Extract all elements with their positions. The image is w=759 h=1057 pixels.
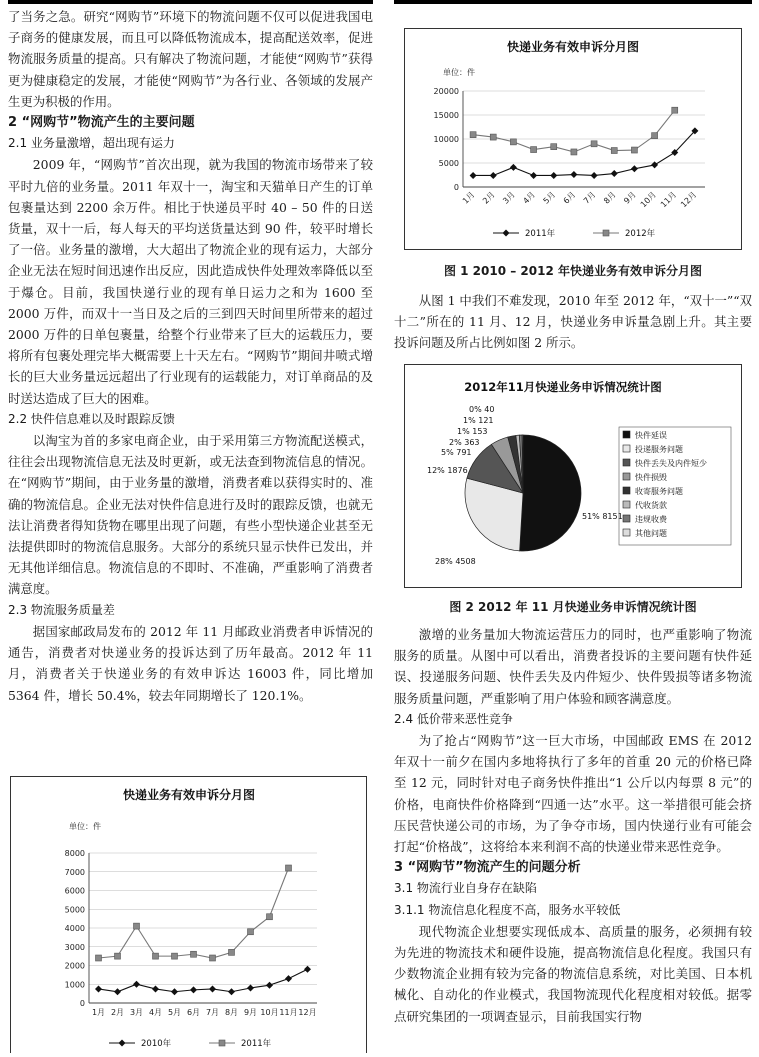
y-tick-label: 0 bbox=[453, 183, 459, 192]
slice-label: 51% 8151 bbox=[582, 512, 623, 521]
data-point bbox=[134, 923, 140, 929]
data-point bbox=[304, 966, 311, 973]
unit-label: 单位：件 bbox=[69, 822, 101, 831]
x-tick-label: 6月 bbox=[561, 190, 578, 206]
chart-title: 快递业务有效申诉分月图 bbox=[506, 40, 640, 54]
legend-label: 违规收费 bbox=[635, 515, 667, 524]
data-point bbox=[631, 165, 638, 172]
series-line bbox=[473, 131, 695, 176]
chart-fig-a bbox=[405, 29, 741, 249]
after-figure-2-paragraph: 激增的业务量加大物流运营压力的同时，也严重影响了物流服务的质量。从图中可以看出，消费者投诉的主要问题有快件延误、投递服务问题、快件丢失及内件短少、快件毁损等诸多物流服务质量问题，严重影响了用户体验和顾客满意度。 bbox=[394, 627, 752, 706]
section-3-heading: 3 “网购节”物流产生的问题分析 bbox=[394, 860, 581, 876]
data-point bbox=[133, 981, 140, 988]
legend-marker bbox=[503, 230, 510, 237]
legend-label: 2011年 bbox=[241, 1039, 272, 1049]
data-point bbox=[266, 982, 273, 989]
data-point bbox=[551, 144, 557, 150]
section-2-4-paragraph: 为了抢占“网购节”这一巨大市场，中国邮政 EMS 在 2012 年双十一前夕在国内多地将执行了多年的首重 20 元的价格已降至 12 元，同时针对电子商务快件推出“1 公斤以内每票 8 元”的价格，电商快件价格降到“四通一达”水平。这一举措很可能会挤压民营快递公司的市场，为了争夺市场，国内快递行业有可能会打起“价格战”，这将给本来利润不高的快递业带来恶性竞争。 bbox=[394, 733, 752, 855]
figure-1-caption: 图 1 2010 – 2012 年快递业务有效申诉分月图 bbox=[443, 264, 703, 278]
slice-label: 1% 153 bbox=[457, 427, 488, 436]
x-tick-label: 1月 bbox=[91, 1008, 106, 1017]
section-2-3-heading: 2.3 物流服务质量差 bbox=[8, 602, 115, 617]
data-point bbox=[531, 147, 537, 153]
legend-swatch bbox=[623, 529, 630, 536]
legend-label: 快件延误 bbox=[635, 431, 667, 440]
chart-title: 2012年11月快递业务申诉情况统计图 bbox=[464, 380, 662, 394]
data-point bbox=[210, 955, 216, 961]
x-tick-label: 7月 bbox=[581, 190, 598, 206]
unit-label: 单位：件 bbox=[443, 68, 475, 77]
figure-1-box bbox=[404, 28, 742, 250]
section-2-2-paragraph: 以淘宝为首的多家电商企业，由于采用第三方物流配送模式，往往会出现物流信息无法及时更新，或无法查到物流信息的情况。在“网购节”期间，由于业务量的激增，消费者难以获得实时的、准确的物流信息。企业无法对快件信息进行及时的跟踪反馈，也就无法让消费者得知货物在哪里出现了问题，有些小型快递企业甚至无法提供即时的物流信息服务。大部分的系统只显示快件已发出，并无其他详细信息。物流信息的不即时、不准确，严重影响了消费者满意度。 bbox=[8, 433, 373, 597]
data-point bbox=[652, 133, 658, 139]
legend-swatch bbox=[623, 431, 630, 438]
legend-swatch bbox=[623, 487, 630, 494]
figure-2-box bbox=[404, 364, 742, 588]
legend-label: 收寄服务问题 bbox=[635, 487, 683, 496]
data-point bbox=[286, 865, 292, 871]
figure-2-caption: 图 2 2012 年 11 月快递业务申诉情况统计图 bbox=[449, 600, 697, 614]
x-tick-label: 10月 bbox=[260, 1008, 279, 1017]
data-point bbox=[631, 147, 637, 153]
series-1 bbox=[470, 107, 678, 155]
data-point bbox=[672, 107, 678, 113]
chart-fig-c bbox=[11, 777, 366, 1053]
data-point bbox=[611, 148, 617, 154]
legend-swatch bbox=[623, 459, 630, 466]
data-point bbox=[651, 161, 658, 168]
slice-label: 5% 791 bbox=[441, 448, 472, 457]
x-tick-label: 5月 bbox=[541, 190, 558, 206]
x-tick-label: 2月 bbox=[481, 190, 497, 206]
section-2-1-heading: 2.1 业务量激增，超出现有运力 bbox=[8, 136, 175, 151]
data-point bbox=[153, 953, 159, 959]
x-tick-label: 4月 bbox=[148, 1008, 163, 1017]
intro-paragraph: 了当务之急。研究“网购节”环境下的物流问题不仅可以促进我国电子商务的健康发展，而且可以降低物流成本，提高配送效率，促进物流服务质量的提高。只有解决了物流问题，才能使“网购节”获得更为健康稳定的发展，才能使“网购节”为各行业、各领域的发展产生更为积极的作用。 bbox=[8, 9, 373, 109]
slice-label: 0% 40 bbox=[469, 405, 495, 414]
data-point bbox=[490, 172, 497, 179]
data-point bbox=[229, 949, 235, 955]
data-point bbox=[611, 170, 618, 177]
legend-marker bbox=[219, 1040, 225, 1046]
legend-label: 投递服务问题 bbox=[635, 445, 683, 454]
data-point bbox=[591, 141, 597, 147]
slice-label: 12% 1876 bbox=[427, 466, 468, 475]
section-2-2-heading: 2.2 快件信息难以及时跟踪反馈 bbox=[8, 411, 175, 426]
legend-label: 2010年 bbox=[141, 1039, 172, 1049]
series-0 bbox=[470, 127, 699, 179]
series-line bbox=[473, 110, 675, 152]
data-point bbox=[209, 985, 216, 992]
legend-marker bbox=[603, 230, 609, 236]
slice-label: 28% 4508 bbox=[435, 557, 476, 566]
x-tick-label: 3月 bbox=[129, 1008, 144, 1017]
data-point bbox=[470, 172, 477, 179]
section-2-4-heading: 2.4 低价带来恶性竞争 bbox=[394, 711, 513, 726]
chart-title: 快递业务有效申诉分月图 bbox=[122, 788, 256, 802]
x-tick-label: 3月 bbox=[501, 190, 517, 206]
header-rule-right bbox=[394, 0, 752, 4]
chart-fig-b bbox=[405, 365, 741, 587]
section-3-1-1-heading: 3.1.1 物流信息化程度不高，服务水平较低 bbox=[394, 902, 621, 917]
data-point bbox=[571, 149, 577, 155]
legend-label: 代收货款 bbox=[635, 501, 667, 510]
data-point bbox=[96, 955, 102, 961]
pie-slice bbox=[520, 435, 581, 551]
y-tick-label: 8000 bbox=[64, 849, 85, 858]
x-tick-label: 8月 bbox=[224, 1008, 239, 1017]
data-point bbox=[190, 986, 197, 993]
y-tick-label: 6000 bbox=[64, 886, 85, 896]
data-point bbox=[152, 985, 159, 992]
y-tick-label: 10000 bbox=[433, 135, 459, 144]
slice-label: 2% 363 bbox=[449, 438, 480, 447]
y-tick-label: 5000 bbox=[438, 159, 459, 168]
x-tick-label: 7月 bbox=[205, 1008, 220, 1017]
data-point bbox=[470, 132, 476, 138]
figure-monthly-complaints-2010-2011 bbox=[10, 776, 367, 1053]
x-tick-label: 12月 bbox=[298, 1008, 317, 1017]
data-point bbox=[172, 953, 178, 959]
data-point bbox=[285, 975, 292, 982]
x-tick-label: 8月 bbox=[602, 190, 618, 206]
data-point bbox=[591, 172, 598, 179]
data-point bbox=[228, 988, 235, 995]
legend-label: 其他问题 bbox=[635, 529, 667, 538]
x-tick-label: 11月 bbox=[658, 190, 679, 210]
legend-label: 2011年 bbox=[525, 229, 556, 239]
x-tick-label: 6月 bbox=[186, 1008, 201, 1017]
data-point bbox=[490, 134, 496, 140]
after-figure-1-paragraph: 从图 1 中我们不难发现，2010 年至 2012 年，“双十一”“双十二”所在的 11 月、12 月，快递业务申诉量急剧上升。其主要投诉问题及所占比例如图 2 所示。 bbox=[394, 293, 752, 351]
legend-swatch bbox=[623, 473, 630, 480]
x-tick-label: 2月 bbox=[110, 1008, 125, 1017]
x-tick-label: 5月 bbox=[167, 1008, 182, 1017]
x-tick-label: 4月 bbox=[521, 190, 537, 206]
section-3-1-heading: 3.1 物流行业自身存在缺陷 bbox=[394, 881, 537, 896]
section-2-heading: 2 “网购节”物流产生的主要问题 bbox=[8, 115, 195, 131]
x-tick-label: 9月 bbox=[622, 190, 638, 206]
legend-label: 2012年 bbox=[625, 229, 656, 239]
section-2-3-paragraph: 据国家邮政局发布的 2012 年 11 月邮政业消费者申诉情况的通告，消费者对快递业务的投诉达到了历年最高。2012 年 11 月，消费者关于快递业务的有效申诉达 16003 件，同比增加 5364 件，增长 50.4%，较去年同期增长了 120.1%。 bbox=[8, 623, 373, 703]
y-tick-label: 1000 bbox=[64, 980, 85, 990]
section-2-1-paragraph: 2009 年，“网购节”首次出现，就为我国的物流市场带来了较平时九倍的业务量。2011 年双十一，淘宝和天猫单日产生的订单包裹量达到 2200 余万件。相比于快递员平时 40 – 50 件的日送货量，双十一后，每人每天的平均送货量达到 90 件，较平时增长了一倍。业务量的激增，大大超出了物流企业的现有运力，大部分企业无法在短时间迅速作出反应，因此造成快件处理效率降低以至于爆仓。目前，我国快递行业的现有单日运力之和为 1600 至 2000 万件，而双十一当日及之后的三到四天时间里所带来的超过 2000 万件的日单包裹量，给整个行业带来了巨大的运载压力，要将所有包裹处理完毕大概需要上十天左右。“网购节”期间井喷式增长的巨大业务量远远超出了行业现有的运载能力，对订单商品的及时送达造成了巨大的困难。 bbox=[8, 157, 373, 406]
x-tick-label: 1月 bbox=[460, 190, 477, 206]
x-tick-label: 10月 bbox=[638, 190, 658, 210]
series-0 bbox=[95, 966, 311, 996]
data-point bbox=[115, 953, 121, 959]
series-line bbox=[99, 868, 289, 958]
section-3-1-1-paragraph: 现代物流企业想要实现低成本、高质量的服务，必须拥有较为先进的物流技术和硬件设施，提高物流信息化程度。我国只有少数物流企业拥有较为完备的物流信息系统，对比美国、日本机械化、自动化的作业模式，我国物流现代化程度相对较低。据零点研究集团的一项调查显示，目前我国实行物 bbox=[394, 923, 752, 1024]
y-tick-label: 4000 bbox=[64, 924, 85, 933]
data-point bbox=[248, 929, 254, 935]
data-point bbox=[510, 164, 517, 171]
data-point bbox=[191, 951, 197, 957]
legend-label: 快件丢失及内件短少 bbox=[635, 459, 707, 468]
data-point bbox=[550, 172, 557, 179]
data-point bbox=[114, 988, 121, 995]
data-point bbox=[510, 139, 516, 145]
legend-swatch bbox=[623, 501, 630, 508]
x-tick-label: 12月 bbox=[679, 190, 699, 210]
y-tick-label: 15000 bbox=[433, 111, 459, 120]
x-tick-label: 11月 bbox=[279, 1008, 298, 1017]
slice-label: 1% 121 bbox=[463, 416, 494, 425]
y-tick-label: 0 bbox=[79, 999, 85, 1008]
legend-swatch bbox=[623, 515, 630, 522]
left-column bbox=[8, 0, 373, 706]
legend-swatch bbox=[623, 445, 630, 452]
data-point bbox=[95, 985, 102, 992]
y-tick-label: 2000 bbox=[64, 961, 85, 971]
data-point bbox=[247, 985, 254, 992]
y-tick-label: 7000 bbox=[64, 867, 85, 877]
x-tick-label: 9月 bbox=[243, 1008, 258, 1017]
data-point bbox=[267, 914, 273, 920]
data-point bbox=[530, 172, 537, 179]
legend-marker bbox=[119, 1040, 126, 1047]
data-point bbox=[171, 988, 178, 995]
y-tick-label: 5000 bbox=[64, 905, 85, 915]
y-tick-label: 3000 bbox=[64, 942, 85, 952]
legend-label: 快件损毁 bbox=[635, 473, 667, 482]
series-line bbox=[99, 969, 308, 992]
y-tick-label: 20000 bbox=[433, 87, 459, 96]
data-point bbox=[570, 171, 577, 178]
